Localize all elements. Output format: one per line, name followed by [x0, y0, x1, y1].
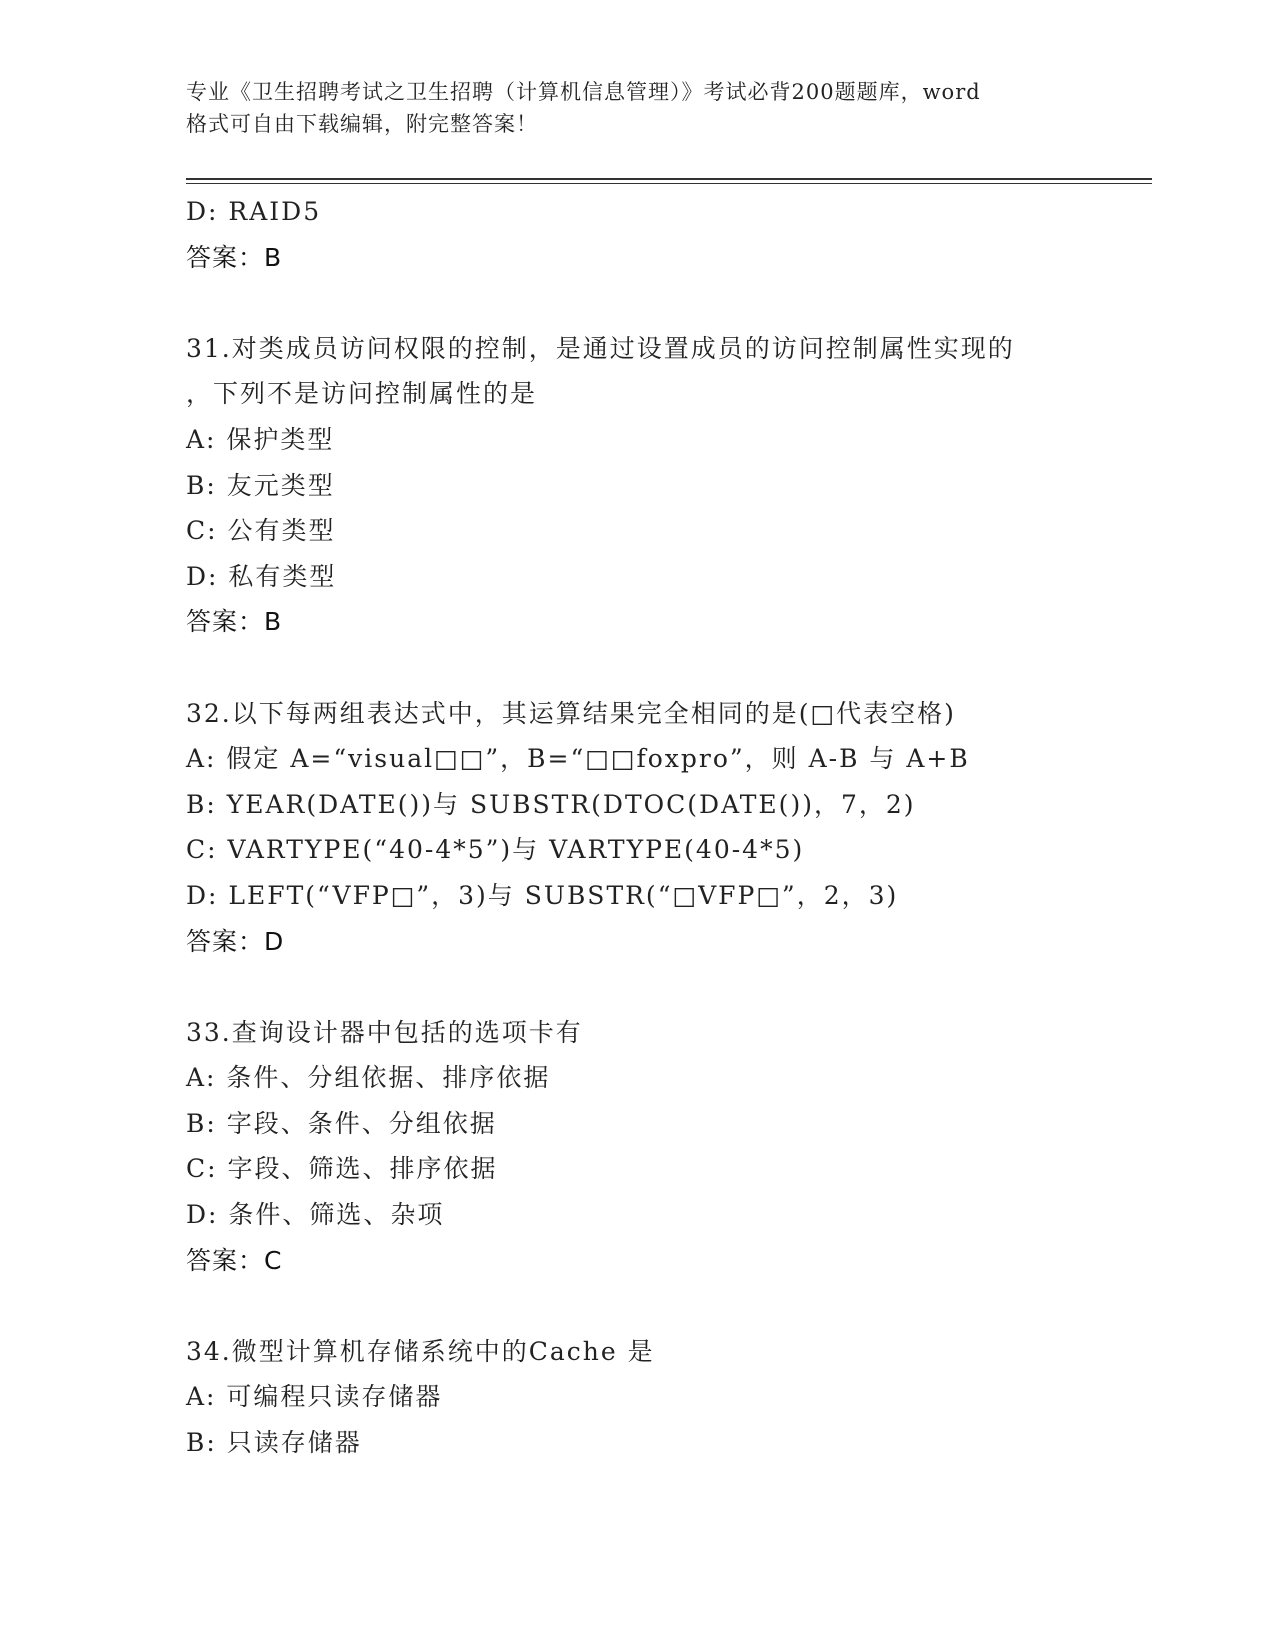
spacer — [186, 280, 1086, 326]
question-33 — [186, 1010, 1086, 1284]
header-divider-thick — [186, 178, 1152, 180]
option-c: C: 字段、筛选、排序依据 — [186, 1154, 498, 1184]
option-a: A: 条件、分组依据、排序依据 — [186, 1063, 551, 1093]
option-a: A: 假定 A=“visual□□”，B=“□□foxpro”，则 A-B 与 A+B — [186, 744, 970, 774]
spacer — [186, 645, 1086, 691]
answer-line: 答案：B — [186, 607, 283, 637]
option-b: B: YEAR(DATE())与 SUBSTR(DTOC(DATE())，7，2) — [186, 789, 916, 819]
question-stem: 31.对类成员访问权限的控制，是通过设置成员的访问控制属性实现的 — [186, 333, 1015, 363]
option-a: A: 可编程只读存储器 — [186, 1382, 443, 1412]
option-d: D: 条件、筛选、杂项 — [186, 1200, 445, 1230]
question-stem: 32.以下每两组表达式中，其运算结果完全相同的是(□代表空格) — [186, 698, 956, 728]
option-d: D: RAID5 — [186, 197, 322, 226]
question-34 — [186, 1329, 1086, 1466]
answer-line: 答案：C — [186, 1245, 283, 1275]
answer-line: 答案：B — [186, 242, 283, 272]
question-30-tail — [186, 189, 1086, 280]
document-body — [186, 189, 1086, 1466]
document-header — [186, 76, 1096, 140]
question-32 — [186, 691, 1086, 965]
answer-line: 答案：D — [186, 926, 285, 956]
question-stem-continued: ，下列不是访问控制属性的是 — [186, 379, 538, 409]
option-b: B: 友元类型 — [186, 470, 335, 500]
option-c: C: VARTYPE(“40-4*5”)与 VARTYPE(40-4*5) — [186, 835, 805, 865]
header-title-line-1: 专业《卫生招聘考试之卫生招聘（计算机信息管理）》考试必背200题题库，word — [186, 80, 981, 104]
option-b: B: 字段、条件、分组依据 — [186, 1108, 497, 1138]
option-d: D: LEFT(“VFP□”，3)与 SUBSTR(“□VFP□”，2，3) — [186, 880, 899, 910]
question-stem: 34.微型计算机存储系统中的Cache 是 — [186, 1336, 655, 1366]
question-stem: 33.查询设计器中包括的选项卡有 — [186, 1017, 583, 1047]
header-title-line-2: 格式可自由下载编辑，附完整答案！ — [186, 112, 538, 136]
question-31 — [186, 326, 1086, 645]
option-d: D: 私有类型 — [186, 561, 337, 591]
option-b: B: 只读存储器 — [186, 1428, 362, 1458]
spacer — [186, 1283, 1086, 1329]
option-c: C: 公有类型 — [186, 516, 336, 546]
header-divider-thin — [186, 183, 1152, 184]
option-a: A: 保护类型 — [186, 424, 335, 454]
spacer — [186, 964, 1086, 1010]
